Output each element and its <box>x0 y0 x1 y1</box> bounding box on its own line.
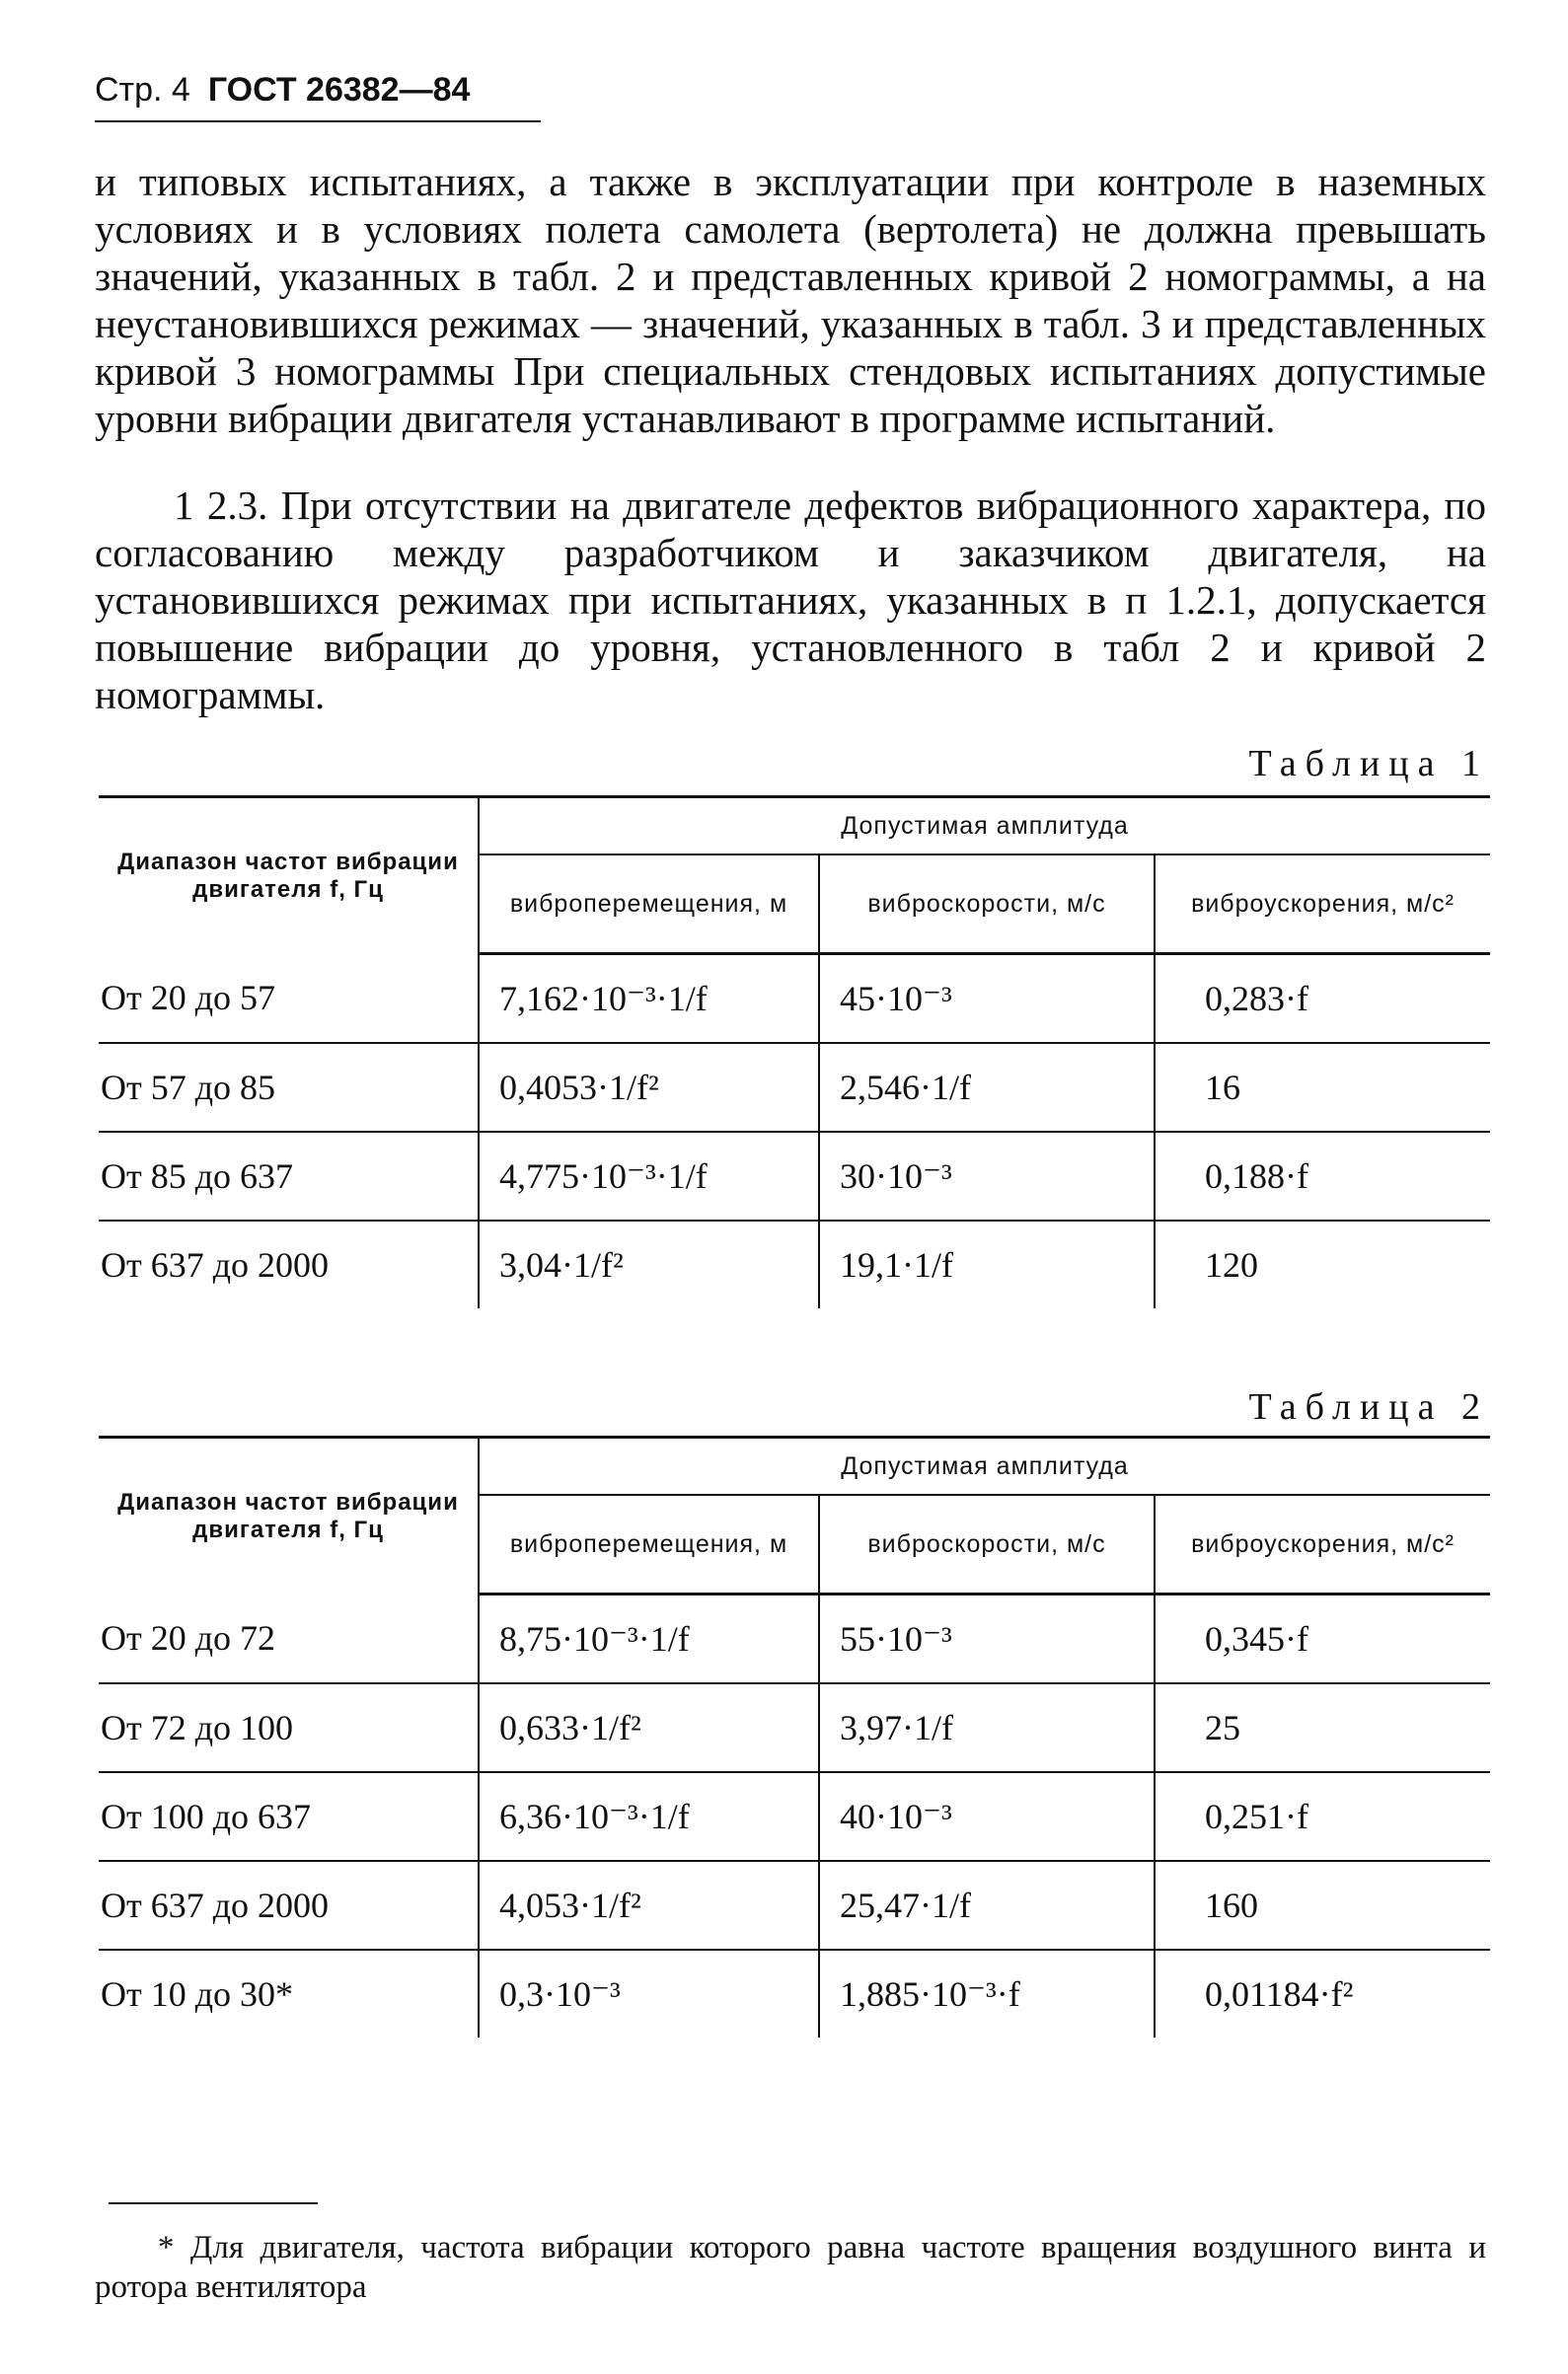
acceleration-cell: 0,345·f <box>1155 1595 1490 1684</box>
amplitude-group-header: Допустимая амплитуда <box>479 797 1490 855</box>
acceleration-cell: 0,251·f <box>1155 1772 1490 1861</box>
table-row <box>99 1861 1490 1950</box>
displacement-cell: 7,162·10⁻³·1/f <box>479 954 819 1044</box>
range-cell: От 72 до 100 <box>99 1683 479 1772</box>
acceleration-header: виброускорения, м/с² <box>1155 854 1490 954</box>
table-row <box>99 1772 1490 1861</box>
table-row <box>99 1950 1490 2038</box>
acceleration-cell: 0,188·f <box>1155 1132 1490 1221</box>
displacement-cell: 8,75·10⁻³·1/f <box>479 1595 819 1684</box>
range-cell: От 20 до 57 <box>99 954 479 1044</box>
table-row <box>99 1043 1490 1132</box>
page-header <box>95 71 470 110</box>
displacement-header: виброперемещения, м <box>479 854 819 954</box>
range-cell: От 100 до 637 <box>99 1772 479 1861</box>
displacement-cell: 4,053·1/f² <box>479 1861 819 1950</box>
velocity-cell: 1,885·10⁻³·f <box>819 1950 1155 2038</box>
paragraph-1-2-3: 1 2.3. При отсутствии на двигателе дефектов вибрационного характера, по согласованию между разработчиком и заказчиком двигателя, на установившихся режимах при испытаниях, указанных в п 1.2.1, допускается повышение вибрации до уровня, установленного в табл 2 и кривой 2 номограммы. <box>95 482 1486 717</box>
range-cell: От 637 до 2000 <box>101 1245 330 1285</box>
displacement-cell: 4,775·10⁻³·1/f <box>479 1132 819 1221</box>
standard-number: ГОСТ 26382—84 <box>207 71 471 109</box>
range-cell: От 57 до 85 <box>99 1043 479 1132</box>
table-1 <box>99 795 1490 1308</box>
range-cell: От 10 до 30* <box>101 1974 294 2014</box>
range-cell: От 85 до 637 <box>99 1132 479 1221</box>
table-row <box>99 1132 1490 1221</box>
velocity-cell: 3,97·1/f <box>819 1683 1155 1772</box>
displacement-cell: 3,04·1/f² <box>479 1221 819 1308</box>
acceleration-cell: 120 <box>1155 1221 1490 1308</box>
amplitude-group-header: Допустимая амплитуда <box>479 1438 1490 1496</box>
velocity-cell: 55·10⁻³ <box>819 1595 1155 1684</box>
velocity-cell: 25,47·1/f <box>819 1861 1155 1950</box>
acceleration-cell: 0,01184·f² <box>1155 1950 1490 2038</box>
velocity-cell: 19,1·1/f <box>819 1221 1155 1308</box>
header-rule <box>95 120 541 122</box>
acceleration-header: виброускорения, м/с² <box>1155 1495 1490 1595</box>
acceleration-cell: 16 <box>1155 1043 1490 1132</box>
displacement-cell: 0,633·1/f² <box>479 1683 819 1772</box>
acceleration-cell: 160 <box>1155 1861 1490 1950</box>
table-row <box>99 1221 1490 1308</box>
velocity-cell: 45·10⁻³ <box>819 954 1155 1044</box>
table-2 <box>99 1436 1490 2038</box>
page-number: Стр. 4 <box>95 71 190 109</box>
table-row <box>99 1595 1490 1684</box>
range-header: Диапазон частот вибрации двигателя f, Гц <box>99 797 479 954</box>
displacement-header: виброперемещения, м <box>479 1495 819 1595</box>
paragraph-continuation: и типовых испытаниях, а также в эксплуатации при контроле в наземных условиях и в условиях полета самолета (вертолета) не должна превышать значений, указанных в табл. 2 и представленных кривой 2 номограммы, а на неустановившихся режимах — значений, указанных в табл. 3 и представленных кривой 3 номограммы При специальных стендовых испытаниях допустимые уровни вибрации двигателя устанавливают в программе испытаний. <box>95 159 1486 441</box>
displacement-cell: 0,4053·1/f² <box>479 1043 819 1132</box>
footnote-rule <box>109 2202 318 2204</box>
range-header: Диапазон частот вибрации двигателя f, Гц <box>99 1438 479 1595</box>
range-cell: От 637 до 2000 <box>99 1861 479 1950</box>
velocity-cell: 30·10⁻³ <box>819 1132 1155 1221</box>
table-row <box>99 1683 1490 1772</box>
table-row <box>99 954 1490 1044</box>
range-cell: От 20 до 72 <box>99 1595 479 1684</box>
acceleration-cell: 25 <box>1155 1683 1490 1772</box>
velocity-cell: 2,546·1/f <box>819 1043 1155 1132</box>
acceleration-cell: 0,283·f <box>1155 954 1490 1044</box>
displacement-cell: 6,36·10⁻³·1/f <box>479 1772 819 1861</box>
footnote: * Для двигателя, частота вибрации которого равна частоте вращения воздушного винта и ротора вентилятора <box>95 2230 1486 2305</box>
velocity-header: виброскорости, м/с <box>819 1495 1155 1595</box>
velocity-header: виброскорости, м/с <box>819 854 1155 954</box>
table-1-caption: Таблица 1 <box>1248 743 1489 784</box>
velocity-cell: 40·10⁻³ <box>819 1772 1155 1861</box>
displacement-cell: 0,3·10⁻³ <box>479 1950 819 2038</box>
table-2-caption: Таблица 2 <box>1248 1386 1489 1428</box>
